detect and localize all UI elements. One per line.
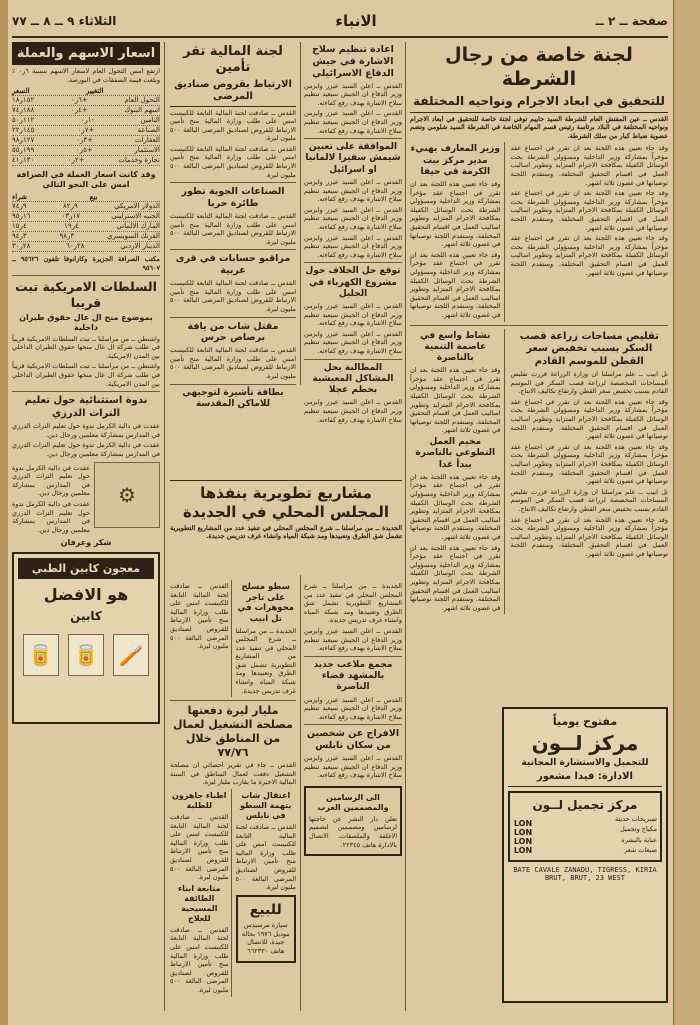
story-body: وقد جاء تعيين هذه اللجنة بعد ان تقرر في اجتماع عقد مؤخراً بمشاركة وزير الداخلية ومسؤولي الشرطة بحث الوسائل الكفيلة بمكافحة الاجرام المتزايد وتطوير اساليب العمل في اقسام التحقيق المختلفة. وستقدم اللجنة توصياتها في غضون ثلاثة اشهر.	[510, 442, 668, 486]
story-body: وقد جاء تعيين هذه اللجنة بعد ان تقرر في اجتماع عقد مؤخراً بمشاركة وزير الداخلية ومسؤولي الشرطة بحث الوسائل الكفيلة بمكافحة الاجرام المتزايد وتطوير اساليب العمل في اقسام التحقيق المختلفة. وستقدم اللجنة توصياتها في غضون ثلاثة اشهر.	[410, 472, 501, 541]
stock-row: التامين -١ر٠ ١١٢ر٥٠	[12, 116, 160, 125]
story-body: القدس ــ اعلن السيد عيزر وايزمن وزير الدفاع ان الجيش سيعيد تنظيم سلاح الاشارة بهدف رفع كفاءته.	[304, 329, 402, 355]
headline-ambassador: الموافقة على تعيين شيمش سفيرا لالمانيا او اسرائيل	[305, 142, 401, 175]
stock-row: الاستثمار +٥ر٠ ١٩٩ر٥٥	[12, 146, 160, 155]
story-body: القدس ــ صادقت لجنة المالية التابعة للكنيست امس على طلب وزارة المالية منح تأمين الارتباط للقروض لصناديق المرضى البالغة ٥٠٠ مليون ليرة.	[170, 144, 296, 179]
currency-row: الجنيه الاسترليني ١٧ر٠٣ ١٦ر٩٥	[12, 212, 160, 221]
stock-row: التحول العام +٦ر٠ ١٥٢ر١٨	[12, 96, 160, 105]
story-body: وقد جاء تعيين هذه اللجنة بعد ان تقرر في اجتماع عقد مؤخراً بمشاركة وزير الداخلية ومسؤولي الشرطة بحث الوسائل الكفيلة بمكافحة الاجرام المتزايد وتطوير اساليب العمل في اقسام التحقيق المختلفة. وستقدم اللجنة توصياتها في غضون ثلاثة اشهر.	[510, 234, 668, 277]
story-body: القدس ــ اعلن السيد عيزر وايزمن وزير الدفاع ان الجيش سيعيد تنظيم سلاح الاشارة بهدف رفع كفاءته.	[304, 754, 402, 780]
subhead-el-al: بموضوع منح ال عال حقوق طيران داخلية	[19, 312, 153, 332]
story-body: وقد جاء تعيين هذه اللجنة بعد ان تقرر في اجتماع عقد مؤخراً بمشاركة وزير الداخلية ومسؤولي الشرطة بحث الوسائل الكفيلة بمكافحة الاجرام المتزايد وتطوير اساليب العمل في اقسام التحقيق المختلفة. وستقدم اللجنة توصياتها في غضون ثلاثة اشهر.	[510, 144, 668, 187]
stocks-table-header: التغيير السعر	[12, 86, 160, 96]
toothpaste-tube-icon: 🪥	[113, 634, 149, 676]
story-body: القدس ــ صادقت لجنة المالية التابعة للكنيست امس على طلب وزارة المالية منح تأمين الارتباط للقروض لصناديق المرضى البالغة ٥٠٠ مليون ليرة.	[170, 212, 296, 246]
issue-date: الثلاثاء ٩ ــ ٨ ــ ٧٧	[12, 14, 117, 28]
stock-row: تجارة وخدمات +٢ر٠ ١٣٠ر٤١	[12, 156, 160, 165]
headline-christian-community: متابعة ابناء الطائفة المسيحية للعلاج	[178, 883, 221, 923]
column-1	[410, 42, 668, 1011]
stock-row: اسهم البنوك +٤ر٠ ١٨٨ر٧٤	[12, 106, 160, 115]
headline-police-committee: لجنة خاصة من رجال الشرطة	[445, 44, 633, 90]
headline-release-nablus: الافراج عن شخصين من سكان نابلس	[306, 728, 400, 752]
story-body: وقد جاء تعيين هذه اللجنة بعد ان تقرر في اجتماع عقد مؤخراً بمشاركة وزير الداخلية ومسؤولي الشرطة بحث الوسائل الكفيلة بمكافحة الاجرام المتزايد وتطوير اساليب العمل في اقسام التحقيق المختلفة. وستقدم اللجنة توصياتها في غضون ثلاثة اشهر.	[410, 543, 501, 612]
story-body: القدس ــ صادقت لجنة المالية التابعة للكنيست امس على طلب وزارة المالية منح تأمين الارتباط للقروض لصناديق المرضى البالغة ٥٠٠ مليون ليرة.	[170, 813, 229, 882]
ad-center-name: مركز لــون	[531, 730, 639, 755]
headline-arrest-nablus: اعتقال شاب بتهمة السطو في نابلس	[240, 791, 292, 821]
toothpaste-jar-icon: 🥫	[68, 634, 104, 676]
ad-manager: الادارة: فيدا مشعور	[508, 771, 662, 787]
story-body: القدس ــ اعلن السيد عيزر وايزمن وزير الدفاع ان الجيش سيعيد تنظيم سلاح الاشارة بهدف رفع كفاءته.	[304, 109, 402, 135]
story-body: القدس ــ اعلن السيد عيزر وايزمن وزير الدفاع ان الجيش سيعيد تنظيم سلاح الاشارة بهدف رفع كفاءته.	[304, 177, 402, 204]
headline-sugar-cane: تقليص مساحات زراعة قصب السكر بسبب تخفيض سعر القطن للموسم القادم	[519, 330, 659, 367]
photo-caption: شكر وعرفان	[60, 538, 112, 548]
stocks-banner: اسعار الاسهم والعملة	[12, 42, 160, 65]
currency-row: الدولار الامريكي ٩ر٨٢ ٩ر٧٤	[12, 202, 160, 211]
lon-logo: LON	[513, 819, 533, 828]
story-body: عقدت في دالية الكرمل ندوة حول تعليم التراث الدرزي في المدارس بمشاركة معلمين ورجال دين.	[12, 463, 90, 498]
story-body: القدس ــ اعلن السيد عيزر وايزمن وزير الدفاع ان الجيش سيعيد تنظيم سلاح الاشارة بهدف رفع كفاءته.	[304, 233, 402, 259]
story-body: القدس ــ صادقت لجنة المالية التابعة للكنيست امس على طلب وزارة المالية منح تأمين الارتباط للقروض لصناديق المرضى البالغة ٥٠٠ مليون ليرة.	[235, 823, 296, 892]
story-body: عقدت في دالية الكرمل ندوة حول تعليم التراث الدرزي في المدارس بمشاركة معلمين ورجال دين.	[12, 441, 160, 458]
column-4	[12, 42, 160, 1011]
page-right-edge	[673, 0, 700, 1025]
story-body: القدس ــ صادقت لجنة المالية التابعة للكنيست امس على طلب وزارة المالية منح تأمين الارتباط للقروض لصناديق المرضى البالغة ٥٠٠ مليون ليرة.	[170, 279, 296, 313]
ad-item: مكياج وتجميل	[619, 825, 657, 834]
story-body: القدس ــ اعلن السيد عيزر وايزمن وزير الدفاع ان الجيش سيعيد تنظيم سلاح الاشارة بهدف رفع كفاءته.	[304, 302, 402, 328]
column-rule	[164, 42, 165, 1011]
page-number: صفحة ــ ٢ ــ	[595, 14, 668, 28]
story-body: القدس ــ صادقت لجنة المالية التابعة للكنيست امس على طلب وزارة المالية منح تأمين الارتباط للقروض لصناديق المرضى البالغة ٥٠٠ مليون ليرة.	[170, 582, 229, 651]
story-lead: الجديدة ــ من مراسلنا ــ شرع المجلس المحلي في تنفيذ عدد من المشاريع التطويرية تشمل شق الطرق وتعبيدها ومد شبكة المياه وانشاء غرف تدريس جديدة.	[170, 523, 402, 541]
currency-row: الدينار الاردني ٢٨ر٦٠ ٢٨ر٣٠	[12, 242, 160, 251]
newspaper-name: الانباء	[335, 12, 377, 30]
stocks-intro: ارتفع امس التحول العام لاسعار الاسهم بنسبة ٦ر٠ ٪ وبلغت قيمة الصفقات في البورصة.	[12, 67, 160, 84]
headline-development-projects: مشاريع تطويرية ينفذها المجلس المحلي في الجديدة	[170, 480, 402, 522]
headline-electricity-project: توقع حل الخلاف حول مشروع الكهرباء في الجليل	[305, 266, 401, 299]
ad-artists-title: الى الرسامين والمصممين العرب	[317, 792, 389, 812]
news-photo: ⚙	[94, 462, 160, 528]
lon-logo: LON	[513, 846, 533, 855]
story-body: وقد جاء تعيين هذه اللجنة بعد ان تقرر في اجتماع عقد مؤخراً بمشاركة وزير الداخلية ومسؤولي الشرطة بحث الوسائل الكفيلة بمكافحة الاجرام المتزايد وتطوير اساليب العمل في اقسام التحقيق المختلفة. وستقدم اللجنة توصياتها في غضون ثلاثة اشهر.	[510, 397, 668, 441]
for-sale-ad-body: سيارة مرسيدس موديل ١٩٧٦ بحالة جيدة. للاتصال هاتف ٦٦٢٣٣٠	[241, 921, 290, 956]
stock-row: العقارات +٣ر٠ ١٢٧ر٩٨	[12, 136, 160, 145]
story-body: القدس ــ اعلن السيد عيزر وايزمن وزير الدفاع ان الجيش سيعيد تنظيم سلاح الاشارة بهدف رفع كفاءته.	[304, 626, 402, 653]
headline-druze-heritage: ندوة استثنائية حول تعليم التراث الدرزي	[24, 395, 148, 419]
column-rule	[405, 42, 406, 1011]
story-body: القدس ــ صادقت لجنة المالية التابعة للكنيست امس على طلب وزارة المالية منح تأمين الارتباط للقروض لصناديق المرضى البالغة ٥٠٠ مليون ليرة.	[170, 346, 296, 381]
column-rule	[300, 42, 301, 385]
headline-jewel-robbery: سطو مسلح على تاجر مجوهرات في تل ابيب	[237, 582, 294, 624]
headline-auditors: مراقبو حسابات في قرى عربية	[175, 253, 291, 277]
story-body: القدس ــ صادقت لجنة المالية التابعة للكنيست امس على طلب وزارة المالية منح تأمين الارتباط للقروض لصناديق المرضى البالغة ٥٠٠ مليون ليرة.	[170, 925, 229, 994]
headline-nazareth-activity: نشاط واسع في عاصمة التنمية بالناصرة	[420, 330, 491, 364]
exchange-bureau: مكتب الصرافة الجزيرة وكازانوفا تلفون ٩٥٦٢٦ ــ ٩٥٦٠٧	[12, 255, 160, 272]
story-body: الجديدة ــ من مراسلنا ــ شرع المجلس المحلي في تنفيذ عدد من المشاريع التطويرية تشمل شق الطرق وتعبيدها ومد شبكة المياه وانشاء غرف تدريس جديدة.	[304, 582, 402, 625]
ad-item: عناية بالبشرة	[621, 835, 657, 844]
headline-us-authorities: السلطات الامريكية تبت قريبا	[15, 279, 157, 310]
ad-address: BATE CAVALE ZANADU, TIGRESS, KIRIA	[513, 865, 657, 874]
story-body: عقدت في دالية الكرمل ندوة حول تعليم التراث الدرزي في المدارس بمشاركة معلمين ورجال دين.	[12, 422, 160, 439]
toothpaste-jar-icon: 🥫	[23, 634, 59, 676]
headline-finance-committee: لجنة المالية تقر تأمين	[183, 44, 283, 76]
page-masthead	[12, 6, 668, 38]
lon-logo: LON	[513, 837, 533, 846]
story-body: عقدت في دالية الكرمل ندوة حول تعليم التراث الدرزي في المدارس بمشاركة معلمين ورجال دين.	[12, 499, 90, 534]
story-body: وقد جاء تعيين هذه اللجنة بعد ان تقرر في اجتماع عقد مؤخراً بمشاركة وزير الداخلية ومسؤولي الشرطة بحث الوسائل الكفيلة بمكافحة الاجرام المتزايد وتطوير اساليب العمل في اقسام التحقيق المختلفة. وستقدم اللجنة توصياتها في غضون ثلاثة اشهر.	[410, 366, 501, 435]
story-body: القدس ــ اعلن السيد عيزر وايزمن وزير الدفاع ان الجيش سيعيد تنظيم سلاح الاشارة بهدف رفع كفاءته.	[304, 398, 402, 424]
subhead-finance-committee: الارتباط بقروض صناديق المرضى	[170, 79, 296, 107]
headline-education-minister: وزير المعارف يهنيء مدير مركز بيت الكرمة في حيفا	[410, 144, 500, 177]
currency-row: الفرنك السويسري ٣ر٩٨ ٣ر٩٤	[12, 232, 160, 241]
currency-table-header: بيع شراء	[12, 192, 160, 202]
story-body: وقد جاء تعيين هذه اللجنة بعد ان تقرر في اجتماع عقد مؤخراً بمشاركة وزير الداخلية ومسؤولي الشرطة بحث الوسائل الكفيلة بمكافحة الاجرام المتزايد وتطوير اساليب العمل في اقسام التحقيق المختلفة. وستقدم اللجنة توصياتها في غضون ثلاثة اشهر.	[410, 180, 501, 249]
currency-title: وقد كانت اسعار العملة في الصرافة امس على النحو التالي	[16, 170, 156, 190]
story-body: واشنطن ــ من مراسلنا ــ تبت السلطات الامريكية قريباً في طلب شركة ال عال منحها حقوق الطيران الداخلي بين المدن الامريكية.	[12, 334, 160, 360]
headline-volunteer-camp: مخيم العمل التطوعي بالناصرة يبدأ غدا	[415, 437, 496, 470]
story-body: وقد جاء تعيين هذه اللجنة بعد ان تقرر في اجتماع عقد مؤخراً بمشاركة وزير الداخلية ومسؤولي الشرطة بحث الوسائل الكفيلة بمكافحة الاجرام المتزايد وتطوير اساليب العمل في اقسام التحقيق المختلفة. وستقدم اللجنة توصياتها في غضون ثلاثة اشهر.	[510, 189, 668, 232]
story-body: الجديدة ــ من مراسلنا ــ شرع المجلس المحلي في تنفيذ عدد من المشاريع التطويرية تشمل شق الطرق وتعبيدها ومد شبكة المياه وانشاء غرف تدريس جديدة.	[235, 626, 296, 695]
story-body: القدس ــ اعلن السيد عيزر وايزمن وزير الدفاع ان الجيش سيعيد تنظيم سلاح الاشارة بهدف رفع كفاءته.	[304, 205, 402, 231]
column-2-lower	[304, 580, 402, 1011]
page-left-edge	[0, 0, 8, 1025]
kapin-toothpaste-ad	[12, 552, 160, 724]
currency-row: المارك الالماني ٤ر١٩ ٤ر١٥	[12, 222, 160, 231]
column-rule	[300, 575, 301, 1011]
ad-box-title: مركز تجميل لــون	[532, 797, 638, 812]
lon-beauty-center-ad	[502, 707, 668, 1003]
ad-subtitle: للتجميل والاستشارة المجانية	[521, 757, 649, 768]
story-body: القدس ــ اعلن السيد عيزر وايزمن وزير الدفاع ان الجيش سيعيد تنظيم سلاح الاشارة بهدف رفع كفاءته.	[304, 695, 402, 721]
ad-item: صبغات شعر	[624, 846, 657, 855]
headline-sports-complex: مجمع ملاعب جديد بالمشهد قضاء الناصرة	[313, 659, 393, 693]
subhead-police-committee: للتحقيق في ابعاد الاجرام ونواحيه المختلفة	[410, 94, 668, 113]
ad-artists-body: تعلن دار النشر عن حاجتها لرسامين ومصممين لتصميم الاغلفة والملصقات. الاتصال بالادارة هاتف ٢٢٣٤٥.	[309, 814, 397, 849]
ad-address-2: BRUT, BRUT, 23 WEST	[544, 873, 626, 882]
headline-visa-card: بطاقة تأشيرة لتوجيهي للاماكن المقدسة	[182, 387, 284, 409]
stock-row: الصناعة +٧ر٠ ١٤٥ر٢٢	[12, 126, 160, 135]
story-lead: القدس ــ عين المفتش العام للشرطة السيد حاييم توفي لجنة خاصة للتحقيق في ابعاد الاجرام ونواحيه المختلفة في البلاد برئاسة رئيس قسم المهام الخاصة في الشرطة السيد شلومي وتضم عضوية ضباط كبار من سلك الشرطة.	[410, 114, 668, 140]
headline-living-problems: المطالبة بحل المشاكل المعيشية بحطم عجلا	[312, 362, 394, 396]
story-body: واشنطن ــ من مراسلنا ــ تبت السلطات الامريكية قريباً في طلب شركة ال عال منحها حقوق الطيران الداخلي بين المدن الامريكية.	[12, 362, 160, 388]
headline-aircraft: الصناعات الجوية تطور طائرة حربا	[181, 186, 285, 210]
headline-doctors: اطباء جاهزون للطلبة	[172, 791, 227, 811]
story-body: وقد جاء تعيين هذه اللجنة بعد ان تقرر في اجتماع عقد مؤخراً بمشاركة وزير الداخلية ومسؤولي الشرطة بحث الوسائل الكفيلة بمكافحة الاجرام المتزايد وتطوير اساليب العمل في اقسام التحقيق المختلفة. وستقدم اللجنة توصياتها في غضون ثلاثة اشهر.	[410, 250, 501, 319]
story-body: تل ابيب ــ علم مراسلنا ان وزارة الزراعة قررت تقليص المساحات المخصصة لزراعة قصب السكر في الموسم القادم بسبب تخفيض سعر القطن وارتفاع تكاليف الانتاج.	[510, 487, 668, 513]
story-body: تل ابيب ــ علم مراسلنا ان وزارة الزراعة قررت تقليص المساحات المخصصة لزراعة قصب السكر في الموسم القادم بسبب تخفيض سعر القطن وارتفاع تكاليف الانتاج.	[510, 370, 668, 396]
development-projects-story	[170, 478, 402, 543]
ad-item: تسريحات حديثة	[614, 814, 657, 823]
kapin-ad-title: معجون كابين الطبي	[18, 558, 154, 579]
lon-logo: LON	[513, 828, 533, 837]
story-body: القدس ــ اعلن السيد عيزر وايزمن وزير الدفاع ان الجيش سيعيد تنظيم سلاح الاشارة بهدف رفع كفاءته.	[304, 81, 402, 107]
ad-open-daily: مفتوح يومياً	[552, 715, 618, 728]
headline-signal-corps: اعادة تنظيم سلاح الاشارة في جيش الدفاع الاسرائيلي	[312, 44, 394, 79]
headline-youth-killed: مقتل شاب من يافة برصاص حرس	[187, 320, 279, 344]
kapin-ad-tagline: هو الافضل	[43, 585, 129, 605]
column-3-lower	[170, 580, 296, 1011]
for-sale-ad-title: للبيع	[249, 901, 282, 918]
kapin-brand: كابين	[70, 609, 102, 624]
story-body: وقد جاء تعيين هذه اللجنة بعد ان تقرر في اجتماع عقد مؤخراً بمشاركة وزير الداخلية ومسؤولي الشرطة بحث الوسائل الكفيلة بمكافحة الاجرام المتزايد وتطوير اساليب العمل في اقسام التحقيق المختلفة. وستقدم اللجنة توصياتها في غضون ثلاثة اشهر.	[510, 515, 668, 558]
story-body: القدس ــ صادقت لجنة المالية التابعة للكنيست امس على طلب وزارة المالية منح تأمين الارتباط للقروض لصناديق المرضى البالغة ٥٠٠ مليون ليرة.	[170, 108, 296, 143]
story-body: القدس ــ جاء في تقرير احصائي ان مصلحة التشغيل دفعت لعمال المناطق في السنة المالية الاخيرة ما يقارب مليار ليرة.	[170, 761, 296, 787]
headline-employment-billion: مليار ليرة دفعتها مصلحة التشغيل لعمال من المناطق خلال ٧٧/٧٦	[173, 704, 293, 759]
